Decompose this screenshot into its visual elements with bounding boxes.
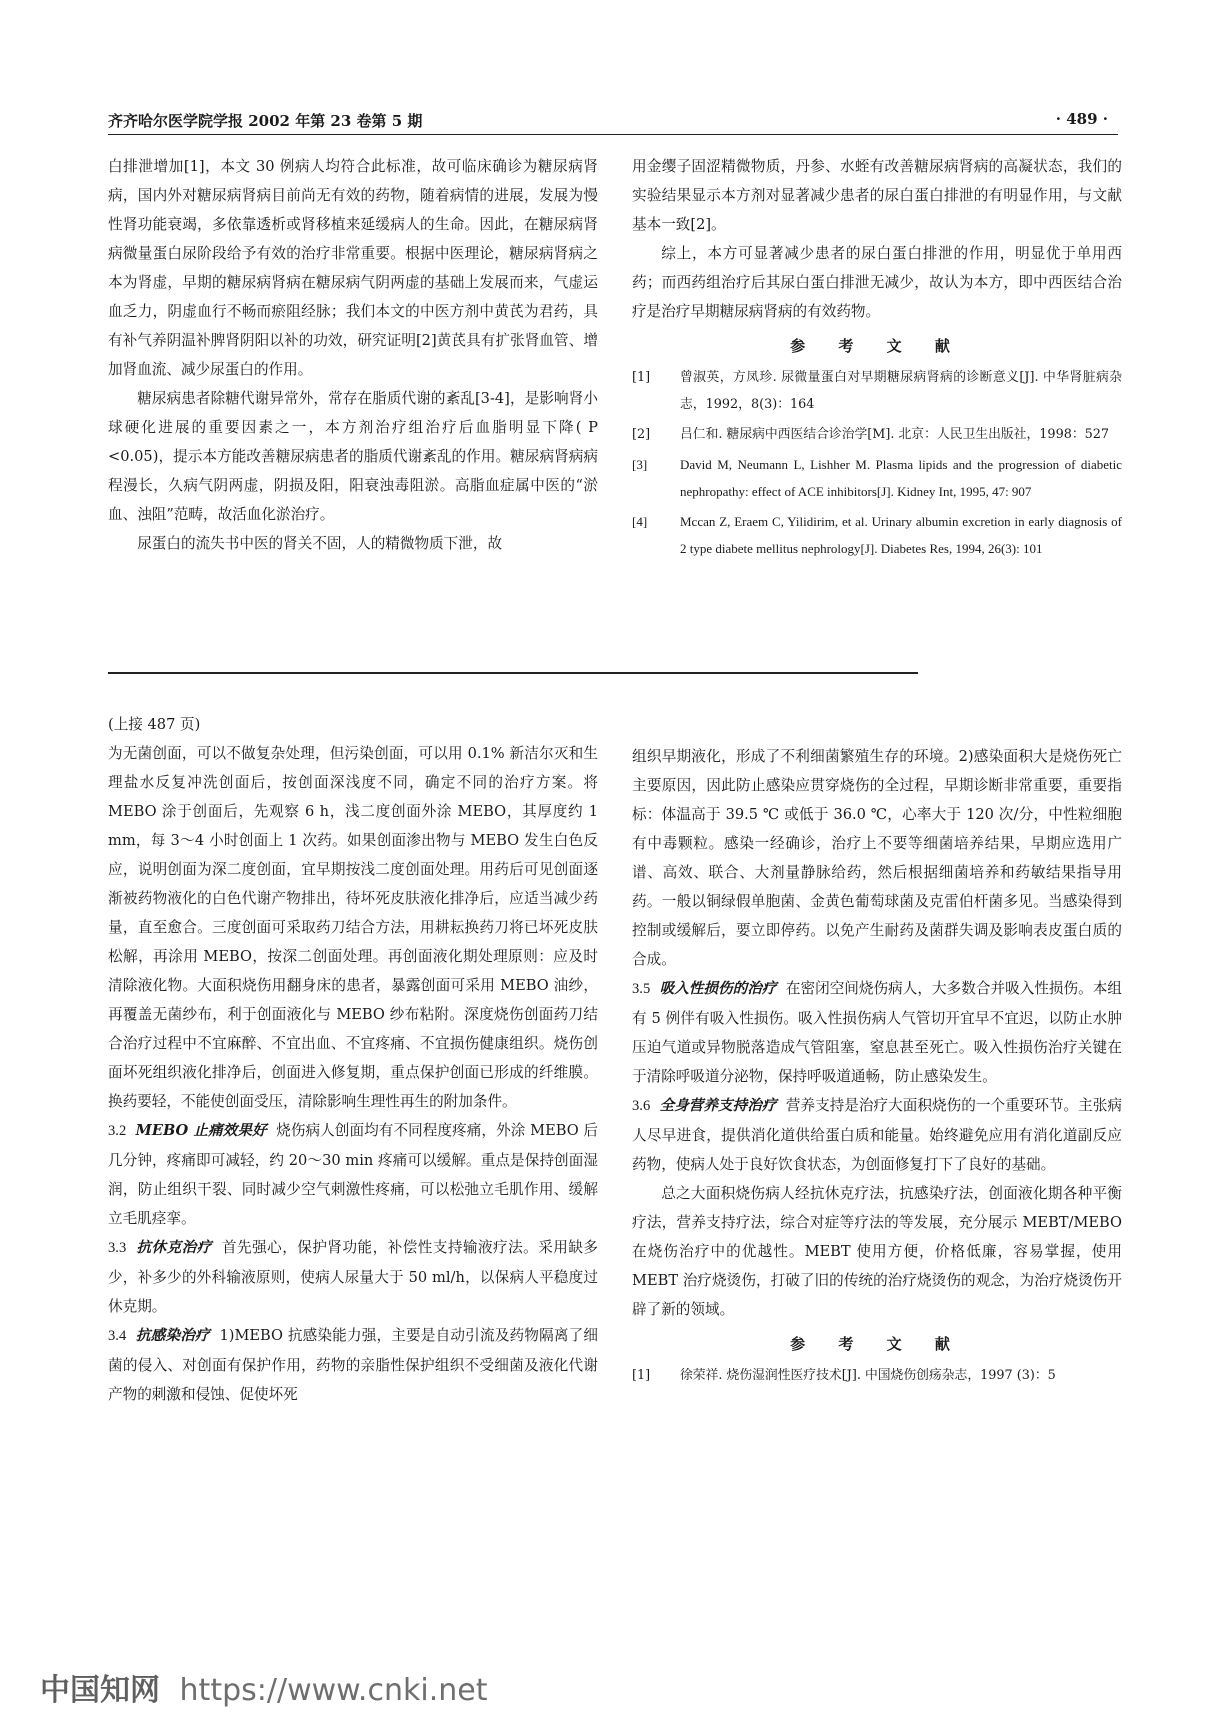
article-divider xyxy=(108,672,918,674)
reference-item xyxy=(632,421,1122,448)
cnki-brand: 中国知网 xyxy=(40,1673,160,1708)
reference-text: Mccan Z, Eraem C, Yilidirim, et al. Urinary albumin excretion in early diagnosis of 2 type diabete mellitus nephrology[J]. Diabetes Res, 1994, 26(3): 101 xyxy=(680,514,1122,556)
paragraph: 白排泄增加[1]，本文 30 例病人均符合此标准，故可临床确诊为糖尿病肾病，国内外对糖尿病肾病目前尚无有效的药物，随着病情的进展，发展为慢性肾功能衰竭，多依靠透析或肾移植来延缓病人的生命。因此，在糖尿病肾病微量蛋白尿阶段给予有效的治疗非常重要。根据中医理论，糖尿病肾病之本为肾虚，早期的糖尿病肾病在糖尿病气阴两虚的基础上发展而来，气虚运血乏力，阴虚血行不畅而瘀阻经脉；我们本文的中医方剂中黄芪为君药，具有补气养阴温补脾肾阴阳以补的功效，研究证明[2]黄芪具有扩张肾血管、增加肾血流、减少尿蛋白的作用。 xyxy=(108,158,598,378)
section-text: 首先强心，保护肾功能，补偿性支持输液疗法。采用缺多少，补多少的外科输液原则，使病人尿量大于 50 ml/h，以保病人平稳度过休克期。 xyxy=(108,1239,598,1315)
references-heading: 参 考 文 献 xyxy=(790,337,964,355)
section-text: 营养支持是治疗大面积烧伤的一个重要环节。主张病人尽早进食，提供消化道供给蛋白质和能量。始终避免应用有消化道副反应药物，使病人处于良好饮食状态，为创面修复打下了良好的基础。 xyxy=(632,1097,1122,1173)
section-title: 抗休克治疗 xyxy=(136,1239,212,1256)
section-3-4 xyxy=(108,1321,598,1409)
article-column-upper-right xyxy=(632,152,1122,562)
cnki-url: https://www.cnki.net xyxy=(179,1673,488,1708)
paragraph: 用金缨子固涩精微物质，丹参、水蛭有改善糖尿病肾病的高凝状态，我们的实验结果显示本方剂对显著减少患者的尿白蛋白排泄的有明显作用，与文献基本一致[2]。 xyxy=(632,158,1122,233)
paragraph: 组织早期液化，形成了不利细菌繁殖生存的环境。2)感染面积大是烧伤死亡主要原因，因此防止感染应贯穿烧伤的全过程，早期诊断非常重要，重要指标：体温高于 39.5 ℃ 或低于 36.0 ℃，心率大于 120 次/分，中性粒细胞有中毒颗粒。感染一经确诊，治疗上不要等细菌培养结果，早期应选用广谱、高效、联合、大剂量静脉给药，然后根据细菌培养和药敏结果指导用药。一般以铜绿假单胞菌、金黄色葡萄球菌及克雷伯杆菌多见。当感染得到控制或缓解后，要立即停药。以免产生耐药及菌群失调及影响表皮蛋白质的合成。 xyxy=(632,748,1122,968)
section-3-3 xyxy=(108,1233,598,1321)
section-number: 3.6 xyxy=(632,1098,651,1114)
reference-item xyxy=(632,508,1122,562)
section-number: 3.2 xyxy=(108,1123,127,1139)
paragraph: 总之大面积烧伤病人经抗休克疗法，抗感染疗法，创面液化期各种平衡疗法，营养支持疗法，综合对症等疗法的等发展，充分展示 MEBT/MEBO 在烧伤治疗中的优越性。MEBT 使用方便，价格低廉，容易掌握，使用 MEBT 治疗烧烫伤，打破了旧的传统的治疗烧烫伤的观念，为治疗烧烫伤开辟了新的领域。 xyxy=(632,1185,1122,1318)
reference-number: [1] xyxy=(632,1368,651,1383)
section-title: 全身营养支持治疗 xyxy=(659,1097,777,1114)
reference-item xyxy=(632,364,1122,418)
section-title: 抗感染治疗 xyxy=(135,1327,210,1344)
references-heading: 参 考 文 献 xyxy=(790,1335,964,1353)
section-3-6 xyxy=(632,1091,1122,1179)
paragraph: 为无菌创面，可以不做复杂处理，但污染创面，可以用 0.1% 新洁尔灭和生理盐水反复冲洗创面后，按创面深浅度不同，确定不同的治疗方案。将 MEBO 涂于创面后，先观察 6 h，浅二度创面外涂 MEBO，其厚度约 1 mm，每 3～4 小时创面上 1 次药。如果创面渗出物与 MEBO 发生白色反应，说明创面为深二度创面，宜早期按浅二度创面处理。用药后可见创面逐渐被药物液化的白色代谢产物排出，待坏死皮肤液化排净后，应适当减少药量，直至愈合。三度创面可采取药刀结合方法，用耕耘换药刀将已坏死皮肤松解，再涂用 MEBO，按深二创面处理。再创面液化期处理原则：应及时清除液化物。大面积烧伤用翻身床的患者，暴露创面可采用 MEBO 油纱，再覆盖无菌纱布，利于创面液化与 MEBO 纱布粘附。深度烧伤创面药刀结合治疗过程中不宜麻醉、不宜出血、不宜疼痛、不宜损伤健康组织。烧伤创面坏死组织液化排净后，创面进入修复期，重点保护创面已形成的纤维膜。换药要轻，不能使创面受压，清除影响生理性再生的附加条件。 xyxy=(108,745,598,1110)
reference-number: [4] xyxy=(632,514,648,529)
reference-text: David M, Neumann L, Lishher M. Plasma lipids and the progression of diabetic nephropathy: effect of ACE inhibitors[J]. Kidney Int, 1995, 47: 907 xyxy=(680,457,1122,499)
journal-title: 齐齐哈尔医学院学报 2002 年第 23 卷第 5 期 xyxy=(108,112,423,130)
section-text: 烧伤病人创面均有不同程度疼痛，外涂 MEBO 后几分钟，疼痛即可减轻，约 20～30 min 疼痛可以缓解。重点是保持创面湿润，防止组织干裂、同时减少空气刺激性疼痛，可以松弛立毛肌作用、缓解立毛肌痉挛。 xyxy=(108,1122,598,1227)
article-column-upper-left xyxy=(108,152,598,558)
reference-item xyxy=(632,1362,1122,1389)
paragraph: 尿蛋白的流失书中医的肾关不固，人的精微物质下泄，故 xyxy=(137,535,503,552)
section-3-5 xyxy=(632,974,1122,1091)
section-3-2 xyxy=(108,1116,598,1233)
paragraph: 糖尿病患者除糖代谢异常外，常存在脂质代谢的紊乱[3-4]，是影响肾小球硬化进展的重要因素之一，本方剂治疗组治疗后血脂明显下降( P <0.05)，提示本方能改善糖尿病患者的脂质代谢紊乱的作用。糖尿病肾病病程漫长，久病气阴两虚，阴损及阳，阳衰浊毒阻淤。高脂血症属中医的“淤血、浊阻”范畴，故活血化淤治疗。 xyxy=(108,390,598,523)
cnki-watermark xyxy=(40,1665,487,1709)
continued-from-note: (上接 487 页) xyxy=(108,716,201,733)
reference-item xyxy=(632,451,1122,505)
paragraph: 综上，本方可显著减少患者的尿白蛋白排泄的作用，明显优于单用西药；而西药组治疗后其尿白蛋白排泄无减少，故认为本方，即中西医结合治疗是治疗早期糖尿病肾病的有效药物。 xyxy=(632,245,1122,320)
section-text: 在密闭空间烧伤病人，大多数合并吸入性损伤。本组有 5 例伴有吸入性损伤。吸入性损伤病人气管切开宜早不宜迟，以防止水肿压迫气道或异物脱落造成气管阻塞，窒息甚至死亡。吸入性损伤治疗关键在于清除呼吸道分泌物，保持呼吸道通畅，防止感染发生。 xyxy=(632,980,1122,1085)
section-number: 3.4 xyxy=(108,1328,127,1344)
reference-text: 徐荣祥. 烧伤湿润性医疗技术[J]. 中国烧伤创疡杂志，1997 (3)：5 xyxy=(680,1368,1056,1383)
reference-number: [3] xyxy=(632,457,648,472)
section-number: 3.5 xyxy=(632,981,651,997)
section-title: MEBO 止痛效果好 xyxy=(135,1122,267,1139)
reference-number: [2] xyxy=(632,427,651,442)
reference-text: 吕仁和. 糖尿病中西医结合诊治学[M]. 北京：人民卫生出版社，1998：527 xyxy=(680,427,1110,442)
reference-text: 曾淑英，方凤珍. 尿微量蛋白对早期糖尿病肾病的诊断意义[J]. 中华肾脏病杂志，1992，8(3)：164 xyxy=(680,370,1122,412)
section-title: 吸入性损伤的治疗 xyxy=(659,980,777,997)
page-number: · 489 · xyxy=(1055,110,1108,128)
section-number: 3.3 xyxy=(108,1240,127,1256)
article-column-lower-left xyxy=(108,710,598,1409)
running-header xyxy=(108,108,1118,135)
section-text: 1)MEBO 抗感染能力强，主要是自动引流及药物隔离了细菌的侵入、对创面有保护作用，药物的亲脂性保护组织不受细菌及液化代谢产物的刺激和侵蚀、促使坏死 xyxy=(108,1327,598,1403)
article-column-lower-right xyxy=(632,742,1122,1389)
reference-number: [1] xyxy=(632,370,651,385)
